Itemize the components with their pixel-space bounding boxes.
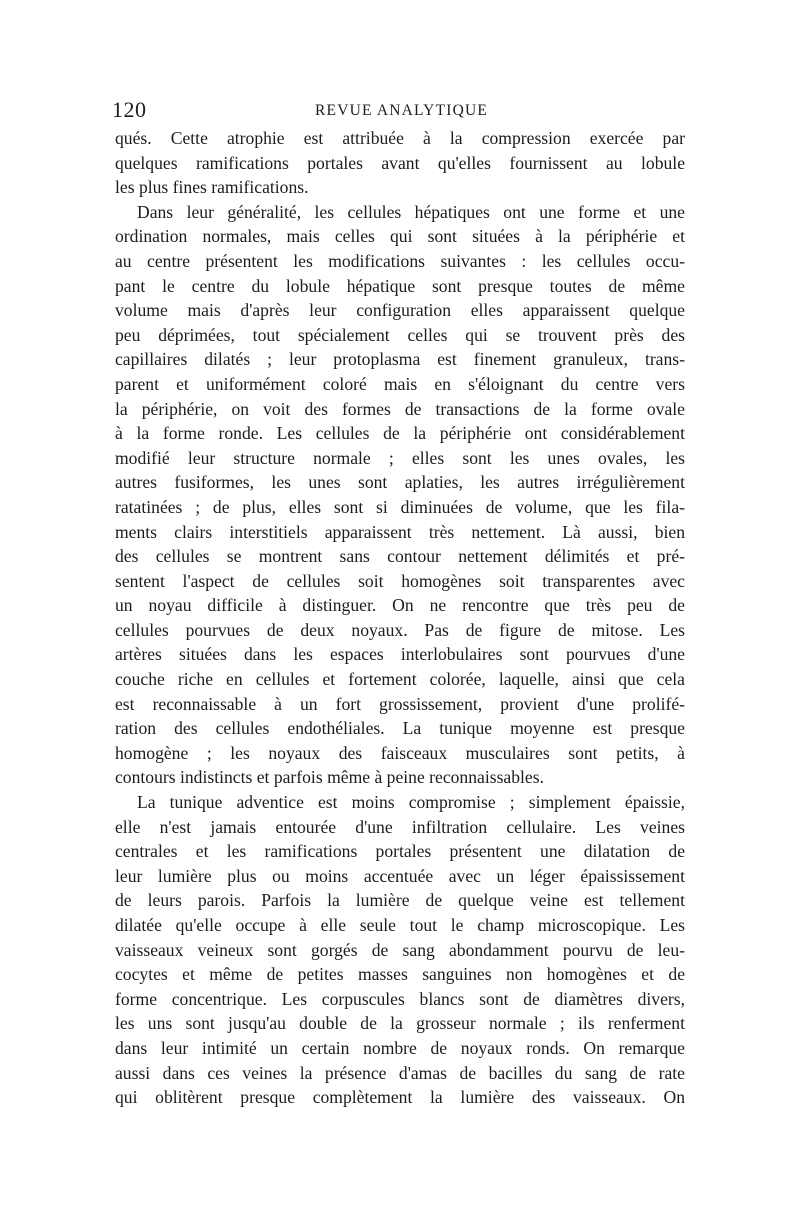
text-line: est reconnaissable à un fort grossissement, provient d'une prolifé- (115, 693, 685, 714)
text-line: des cellules se montrent sans contour nettement délimités et pré- (115, 546, 685, 567)
text-line: contours indistincts et parfois même à peine reconnaissables. (115, 767, 544, 788)
text-line: sentent l'aspect de cellules soit homogènes soit transparentes avec (115, 570, 685, 591)
text-line: peu déprimées, tout spécialement celles qui se trouvent près des (115, 324, 685, 345)
text-line: la périphérie, on voit des formes de transactions de la forme ovale (115, 398, 685, 419)
text-line: ordination normales, mais celles qui sont situées à la périphérie et (115, 226, 685, 247)
body-text (115, 126, 685, 1110)
text-line: couche riche en cellules et fortement colorée, laquelle, ainsi que cela (115, 669, 685, 690)
text-line: centrales et les ramifications portales présentent une dilatation de (115, 841, 685, 862)
text-line: pant le centre du lobule hépatique sont presque toutes de même (115, 275, 685, 296)
text-line: modifié leur structure normale ; elles sont les unes ovales, les (115, 447, 685, 468)
paragraph (115, 126, 685, 200)
text-line: La tunique adventice est moins compromise ; simplement épaissie, (137, 792, 685, 813)
text-line: à la forme ronde. Les cellules de la périphérie ont considérablement (115, 423, 685, 444)
text-line: ments clairs interstitiels apparaissent très nettement. Là aussi, bien (115, 521, 685, 542)
text-line: dilatée qu'elle occupe à elle seule tout le champ microscopique. Les (115, 915, 685, 935)
text-line: forme concentrique. Les corpuscules blancs sont de diamètres divers, (115, 988, 685, 1009)
text-line: au centre présentent les modifications suivantes : les cellules occu- (115, 250, 685, 271)
text-line: homogène ; les noyaux des faisceaux musculaires sont petits, à (115, 742, 685, 763)
page-number: 120 (112, 97, 147, 122)
text-line: dans leur intimité un certain nombre de noyaux ronds. On remarque (115, 1037, 685, 1058)
text-line: artères situées dans les espaces interlobulaires sont pourvues d'une (115, 644, 685, 665)
running-title: REVUE ANALYTIQUE (315, 102, 489, 119)
text-line: leur lumière plus ou moins accentuée avec un léger épaississement (115, 865, 685, 886)
paragraph (115, 790, 685, 1110)
text-line: capillaires dilatés ; leur protoplasma est finement granuleux, trans- (115, 349, 685, 370)
text-line: les plus fines ramifications. (115, 177, 309, 198)
text-line: autres fusiformes, les unes sont aplaties, les autres irrégulièrement (115, 472, 685, 493)
text-line: ratatinées ; de plus, elles sont si diminuées de volume, que les fila- (115, 496, 685, 517)
text-line: vaisseaux veineux sont gorgés de sang abondamment pourvu de leu- (115, 939, 685, 960)
page-header (110, 96, 690, 126)
text-line: elle n'est jamais entourée d'une infiltration cellulaire. Les veines (115, 816, 685, 837)
text-line: qui oblitèrent presque complètement la lumière des vaisseaux. On (115, 1087, 685, 1108)
text-line: aussi dans ces veines la présence d'amas de bacilles du sang de rate (115, 1062, 685, 1083)
text-line: volume mais d'après leur configuration elles apparaissent quelque (115, 300, 685, 321)
text-line: cocytes et même de petites masses sanguines non homogènes et de (115, 964, 685, 985)
text-line: les uns sont jusqu'au double de la grosseur normale ; ils renferment (115, 1013, 685, 1034)
paragraph (115, 200, 685, 790)
text-line: quelques ramifications portales avant qu'elles fournissent au lobule (115, 152, 685, 173)
text-line: parent et uniformément coloré mais en s'éloignant du centre vers (115, 373, 685, 394)
text-line: Dans leur généralité, les cellules hépatiques ont une forme et une (137, 201, 685, 222)
text-line: qués. Cette atrophie est attribuée à la compression exercée par (115, 128, 685, 148)
text-line: ration des cellules endothéliales. La tunique moyenne est presque (115, 718, 685, 739)
text-line: un noyau difficile à distinguer. On ne rencontre que très peu de (115, 595, 685, 616)
text-line: cellules pourvues de deux noyaux. Pas de figure de mitose. Les (115, 619, 685, 640)
text-line: de leurs parois. Parfois la lumière de quelque veine est tellement (115, 890, 685, 911)
